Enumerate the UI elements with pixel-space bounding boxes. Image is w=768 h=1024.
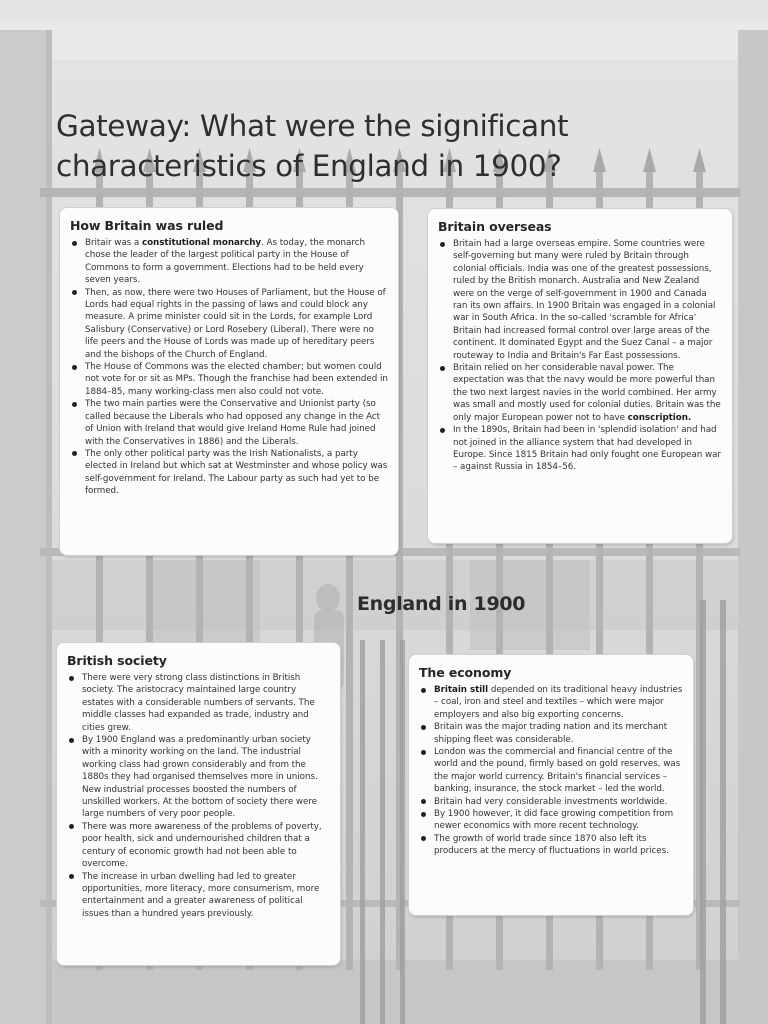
- bullet-icon: [69, 676, 74, 681]
- section-title: England in 1900: [357, 593, 526, 615]
- bullet-list: [438, 238, 722, 474]
- list-item: The only other political party was the Irish Nationalists, a party elected in Ireland but which sat at Westminster and whose policy was self-government for Ireland. The Labour party as such had yet to be formed.: [70, 448, 388, 498]
- panel-heading: How Britain was ruled: [70, 218, 224, 233]
- bullet-icon: [421, 725, 426, 730]
- key-term: constitutional monarchy: [141, 238, 262, 248]
- bullet-icon: [69, 874, 74, 879]
- panel-how-britain-was-ruled: [60, 208, 398, 555]
- bullet-icon: [69, 738, 74, 743]
- panel-british-society: [57, 643, 340, 965]
- bullet-list: [70, 237, 388, 498]
- list-item: London was the commercial and financial centre of the world and the pound, firmly based on gold reserves, was the major world currency. Britain's financial services – banking, insurance, the stock market – led the world.: [419, 746, 683, 796]
- list-item: There were very strong class distinctions in British society. The aristocracy maintained large country estates with a considerable numbers of servants. The middle classes had expanded as trade, industry and cities grew.: [67, 672, 330, 734]
- bullet-icon: [440, 366, 445, 371]
- bullet-icon: [440, 428, 445, 433]
- bullet-list: [419, 684, 683, 858]
- list-item: The House of Commons was the elected chamber; but women could not vote for or sit as MPs. Though the franchise had been extended in 1884–85, many working-class men also could not vote.: [70, 361, 388, 398]
- panel-heading: The economy: [419, 665, 512, 680]
- bullet-icon: [421, 812, 426, 817]
- list-item: By 1900 however, it did face growing competition from newer economics with more recent technology.: [419, 808, 683, 833]
- bullet-icon: [72, 290, 77, 295]
- key-term: Britain still: [434, 685, 489, 695]
- list-item: Britair was a constitutional monarchy. As today, the monarch chose the leader of the largest political party in the House of Commons to form a government. Elections had to be held every seven years.: [70, 237, 388, 287]
- bullet-icon: [69, 824, 74, 829]
- bullet-icon: [72, 365, 77, 370]
- bullet-icon: [72, 402, 77, 407]
- list-item: In the 1890s, Britain had been in 'splendid isolation' and had not joined in the alliance system that had developed in Europe. Since 1815 Britain had only fought one European war – against Russia in 1854–56.: [438, 424, 722, 474]
- list-item: There was more awareness of the problems of poverty, poor health, sick and undernourished children that a century of economic growth had not been able to overcome.: [67, 821, 330, 871]
- list-item: By 1900 England was a predominantly urban society with a minority working on the land. The industrial working class had grown considerably and from the 1880s they had organised themselves more in unions. New industrial processes boosted the numbers of unskilled workers. At the bottom of society there were large numbers of very poor people.: [67, 734, 330, 821]
- key-term: conscription.: [627, 412, 692, 423]
- panel-heading: British society: [67, 653, 167, 668]
- list-item: Britain had a large overseas empire. Some countries were self-governing but many were ruled by Britain through colonial officials. India was one of the greatest possessions, ruled by the British monarch. Australia and New Zealand were on the verge of self-government in 1900 and Canada ran its own affairs. In 1900 Britain was engaged in a colonial war in South Africa. In the so-called 'scramble for Africa' Britain had increased formal control over large areas of the continent. It dominated Egypt and the Suez Canal – a major routeway to India and Britain's Far East possessions.: [438, 238, 722, 362]
- list-item: Britain had very considerable investments worldwide.: [419, 796, 683, 808]
- bullet-icon: [421, 688, 426, 693]
- list-item: Then, as now, there were two Houses of Parliament, but the House of Lords had equal rights in the passing of laws and could block any measure. A prime minister could sit in the Lords, for example Lord Salisbury (Conservative) or Lord Rosebery (Liberal). There were no life peers and the House of Lords was made up of hereditary peers and the bishops of the Church of England.: [70, 287, 388, 361]
- bullet-icon: [421, 799, 426, 804]
- page-title: Gateway: What were the significant characteristics of England in 1900?: [56, 108, 569, 183]
- bullet-icon: [421, 750, 426, 755]
- list-item: Britain was the major trading nation and its merchant shipping fleet was considerable.: [419, 721, 683, 746]
- panel-the-economy: [409, 655, 693, 915]
- bullet-icon: [72, 451, 77, 456]
- panel-heading: Britain overseas: [438, 219, 552, 234]
- bullet-list: [67, 672, 330, 920]
- list-item: The two main parties were the Conservative and Unionist party (so called because the Liberals who had opposed any change in the Act of Union with Ireland that would give Ireland Home Rule had joined with the Conservatives in 1886) and the Liberals.: [70, 398, 388, 448]
- list-item: Britain relied on her considerable naval power. The expectation was that the navy would be more powerful than the two next largest navies in the world combined. Her army was small and mostly used for colonial duties. Britain was the only major European power not to have conscription.: [438, 362, 722, 424]
- list-item: The increase in urban dwelling had led to greater opportunities, more literacy, more consumerism, more entertainment and a greater awareness of political issues than a hundred years previously.: [67, 871, 330, 921]
- list-item: The growth of world trade since 1870 also left its producers at the mercy of fluctuations in world prices.: [419, 833, 683, 858]
- panel-britain-overseas: [428, 209, 732, 543]
- bullet-icon: [421, 836, 426, 841]
- bullet-icon: [72, 241, 77, 246]
- list-item: Britain still depended on its traditional heavy industries – coal, iron and steel and textiles – which were major employers and also big exporting concerns.: [419, 684, 683, 721]
- bullet-icon: [440, 242, 445, 247]
